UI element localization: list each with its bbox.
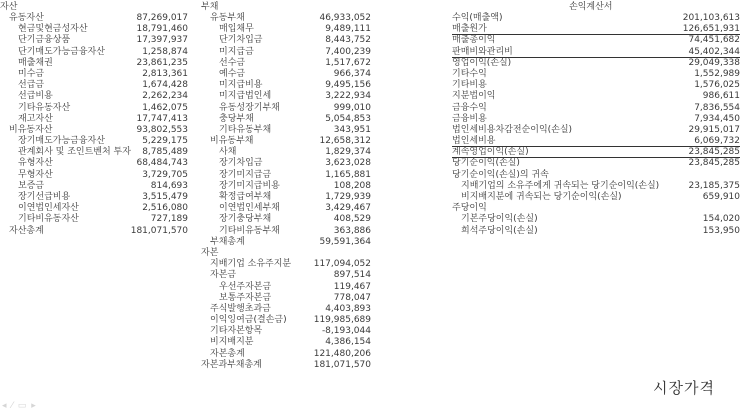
liabilities-row-value: 46,933,052 xyxy=(319,13,371,23)
assets-row xyxy=(0,181,188,192)
income-row-label: 지분법이익 xyxy=(452,91,496,102)
assets-row xyxy=(0,103,188,114)
income-row-value: 201,103,613 xyxy=(682,13,740,23)
income-row xyxy=(452,114,740,125)
liabilities-row xyxy=(201,170,371,181)
liabilities-row-label: 자본과부채총계 xyxy=(201,359,262,370)
income-row-label: 당기순이익(손실)의 귀속 xyxy=(452,169,549,180)
assets-row-value: 2,516,080 xyxy=(142,203,188,214)
liabilities-row-label: 자본총계 xyxy=(210,348,245,359)
income-row-label: 판매비와관리비 xyxy=(452,46,513,57)
assets-row xyxy=(0,125,188,136)
income-row-label: 기본주당이익(손실) xyxy=(461,214,538,225)
assets-row-value: 181,071,570 xyxy=(130,225,188,236)
income-row xyxy=(452,80,740,91)
income-row-value: 153,950 xyxy=(702,225,740,236)
assets-row-value: 23,861,235 xyxy=(136,57,188,68)
liabilities-row-value: 119,467 xyxy=(333,281,371,292)
assets-header: 자산 xyxy=(0,2,18,12)
liabilities-row xyxy=(201,315,371,326)
income-row-label: 주당이익 xyxy=(452,203,487,214)
liabilities-row-value: 3,429,467 xyxy=(325,203,371,214)
liabilities-row xyxy=(201,91,371,102)
liabilities-row-label: 우선주자본금 xyxy=(219,281,272,292)
liabilities-row-label: 장기차입금 xyxy=(219,158,263,169)
liabilities-row xyxy=(201,136,371,147)
assets-row-value: 2,813,361 xyxy=(142,68,188,79)
assets-row-label: 미수금 xyxy=(18,68,45,79)
income-row-value: 29,915,017 xyxy=(688,124,740,135)
assets-row-value: 8,785,489 xyxy=(142,147,188,158)
liabilities-row-value: 121,480,206 xyxy=(313,348,371,359)
liabilities-row-value: -8,193,044 xyxy=(321,326,371,337)
assets-row-label: 유형자산 xyxy=(18,158,53,169)
liabilities-table xyxy=(201,13,371,371)
slideshow-controls xyxy=(2,401,37,411)
assets-row-label: 비유동자산 xyxy=(9,124,53,135)
assets-row-value: 93,802,553 xyxy=(136,124,188,135)
income-row-label: 계속영업이익(손실) xyxy=(452,147,529,158)
assets-row-label: 매출채권 xyxy=(18,57,53,68)
liabilities-row-value: 5,054,853 xyxy=(325,113,371,124)
income-row xyxy=(452,203,740,214)
income-row-label: 법인세비용 xyxy=(452,136,496,147)
liabilities-row-label: 기타비유동부채 xyxy=(219,225,280,236)
income-row-label: 기타수익 xyxy=(452,68,487,79)
liabilities-row-value: 3,222,934 xyxy=(325,91,371,102)
liabilities-row-value: 181,071,570 xyxy=(313,359,371,370)
liabilities-row-label: 주식발행초과금 xyxy=(210,303,271,314)
liabilities-row xyxy=(201,47,371,58)
liabilities-row-value: 999,010 xyxy=(333,102,371,113)
income-row-value: 6,069,732 xyxy=(694,136,740,147)
assets-row xyxy=(0,192,188,203)
income-row-value: 1,576,025 xyxy=(694,80,740,91)
income-row-value: 154,020 xyxy=(702,214,740,225)
assets-row xyxy=(0,226,188,237)
income-row xyxy=(452,125,740,136)
income-row xyxy=(452,214,740,225)
liabilities-row-value: 8,443,752 xyxy=(325,35,371,46)
assets-row xyxy=(0,47,188,58)
liabilities-row-value: 1,517,672 xyxy=(325,57,371,68)
income-row-value: 23,185,375 xyxy=(688,180,740,191)
liabilities-row-value: 12,658,312 xyxy=(319,136,371,147)
assets-row-value: 1,462,075 xyxy=(142,102,188,113)
liabilities-row-label: 이연법인세부채 xyxy=(219,203,280,214)
assets-row-value: 3,729,705 xyxy=(142,169,188,180)
liabilities-row xyxy=(201,147,371,158)
liabilities-row-label: 비유동부채 xyxy=(210,136,254,147)
liabilities-row xyxy=(201,282,371,293)
income-row-label: 매출원가 xyxy=(452,24,487,35)
liabilities-row-value: 778,047 xyxy=(333,292,371,303)
liabilities-row xyxy=(201,293,371,304)
liabilities-row xyxy=(201,226,371,237)
liabilities-row-label: 비지배지분 xyxy=(210,337,254,348)
assets-row xyxy=(0,158,188,169)
liabilities-row xyxy=(201,349,371,360)
assets-row-value: 68,484,743 xyxy=(136,158,188,169)
assets-row xyxy=(0,35,188,46)
assets-row-value: 3,515,479 xyxy=(142,192,188,202)
income-row xyxy=(452,192,740,203)
assets-row-label: 재고자산 xyxy=(18,113,53,124)
income-row xyxy=(452,147,740,158)
assets-row-label: 자산총계 xyxy=(9,225,44,236)
liabilities-row-label: 장기충당부채 xyxy=(219,214,272,225)
liabilities-row xyxy=(201,337,371,348)
assets-row-value: 17,747,413 xyxy=(136,113,188,124)
liabilities-row-label: 미지급비용 xyxy=(219,80,263,91)
assets-row xyxy=(0,58,188,69)
assets-row-label: 단기금융상품 xyxy=(18,35,71,46)
assets-row xyxy=(0,170,188,181)
slide-menu-icon[interactable]: ▭ xyxy=(17,401,28,411)
liabilities-row-label: 미지급법인세 xyxy=(219,91,272,102)
liabilities-row-label: 매입채무 xyxy=(219,24,254,35)
liabilities-row xyxy=(201,214,371,225)
income-row-value: 7,836,554 xyxy=(694,102,740,113)
liabilities-row-label: 유동성장기부채 xyxy=(219,102,280,113)
liabilities-row-label: 장기미지급비용 xyxy=(219,180,280,191)
liabilities-row-label: 보통주자본금 xyxy=(219,292,272,303)
liabilities-row-label: 지배기업 소유주지분 xyxy=(210,259,292,270)
liabilities-row-value: 108,208 xyxy=(333,180,371,191)
liabilities-row xyxy=(201,103,371,114)
assets-row-value: 1,258,874 xyxy=(142,46,188,57)
assets-row-label: 보증금 xyxy=(18,180,45,191)
liabilities-row-label: 기타자본항목 xyxy=(210,326,263,337)
liabilities-row xyxy=(201,69,371,80)
assets-row-label: 유동자산 xyxy=(9,13,44,23)
liabilities-row-label: 자본 xyxy=(201,247,219,258)
assets-row xyxy=(0,136,188,147)
liabilities-row xyxy=(201,24,371,35)
assets-row-label: 선급금 xyxy=(18,80,45,91)
income-row-value: 659,910 xyxy=(702,192,740,202)
liabilities-row-label: 사채 xyxy=(219,147,237,158)
assets-row-label: 장기매도가능금융자산 xyxy=(18,136,105,147)
income-row xyxy=(452,35,740,46)
liabilities-row xyxy=(201,114,371,125)
liabilities-row xyxy=(201,248,371,259)
assets-row-label: 기타비유동자산 xyxy=(18,214,79,225)
liabilities-row-value: 1,829,374 xyxy=(325,147,371,158)
liabilities-row-label: 기타유동부채 xyxy=(219,124,272,135)
liabilities-row-label: 미지급금 xyxy=(219,46,254,57)
income-row xyxy=(452,13,740,24)
assets-row-value: 2,262,234 xyxy=(142,91,188,102)
assets-row-label: 선급비용 xyxy=(18,91,53,102)
income-row-value: 29,049,338 xyxy=(688,57,740,68)
liabilities-row xyxy=(201,259,371,270)
liabilities-row-label: 자본금 xyxy=(210,270,237,281)
assets-row-label: 단기매도가능금융자산 xyxy=(18,46,105,57)
assets-row-label: 관계회사 및 조인트벤처 투자 xyxy=(18,147,131,158)
income-row-value: 23,845,285 xyxy=(688,147,740,158)
income-row xyxy=(452,181,740,192)
liabilities-row xyxy=(201,192,371,203)
liabilities-row-value: 1,729,939 xyxy=(325,192,371,202)
income-statement-table xyxy=(452,13,740,237)
liabilities-row-label: 장기미지급금 xyxy=(219,169,272,180)
income-row-value: 74,451,682 xyxy=(688,35,740,46)
liabilities-row-value: 59,591,364 xyxy=(319,236,371,247)
income-row-label: 금융수익 xyxy=(452,102,487,113)
liabilities-row-value: 9,495,156 xyxy=(325,80,371,91)
liabilities-row-value: 966,374 xyxy=(333,68,371,79)
liabilities-row xyxy=(201,360,371,371)
assets-row xyxy=(0,24,188,35)
income-row-value: 126,651,931 xyxy=(682,24,740,35)
income-row xyxy=(452,58,740,69)
assets-row xyxy=(0,80,188,91)
assets-row-value: 1,674,428 xyxy=(142,80,188,91)
income-row xyxy=(452,24,740,35)
liabilities-row-label: 예수금 xyxy=(219,68,246,79)
liabilities-header: 부채 xyxy=(201,2,219,12)
income-row xyxy=(452,47,740,58)
liabilities-row-value: 4,403,893 xyxy=(325,303,371,314)
income-row-label: 당기순이익(손실) xyxy=(452,158,520,169)
income-row xyxy=(452,136,740,147)
liabilities-row-value: 4,386,154 xyxy=(325,337,371,348)
assets-row-value: 5,229,175 xyxy=(142,136,188,147)
liabilities-row xyxy=(201,304,371,315)
assets-row-value: 814,693 xyxy=(150,180,188,191)
liabilities-row xyxy=(201,203,371,214)
liabilities-row-value: 408,529 xyxy=(333,214,371,225)
assets-row-value: 727,189 xyxy=(150,214,188,225)
assets-row xyxy=(0,13,188,24)
liabilities-row-label: 선수금 xyxy=(219,57,246,68)
income-row xyxy=(452,91,740,102)
liabilities-row-value: 117,094,052 xyxy=(313,259,371,270)
income-row-value: 23,845,285 xyxy=(688,158,740,169)
assets-row-label: 현금및현금성자산 xyxy=(18,24,88,35)
liabilities-row xyxy=(201,58,371,69)
liabilities-row xyxy=(201,270,371,281)
assets-table xyxy=(0,13,188,237)
liabilities-row-value: 1,165,881 xyxy=(325,169,371,180)
liabilities-row-value: 343,951 xyxy=(333,124,371,135)
liabilities-row-label: 부채총계 xyxy=(210,236,245,247)
liabilities-row-label: 충당부채 xyxy=(219,113,254,124)
liabilities-row-value: 9,489,111 xyxy=(325,24,371,35)
liabilities-row-value: 897,514 xyxy=(333,270,371,281)
liabilities-row-label: 유동부채 xyxy=(210,13,245,23)
income-row-value: 45,402,344 xyxy=(688,46,740,57)
liabilities-row-label: 이익잉여금(결손금) xyxy=(210,315,287,326)
income-row-label: 금융비용 xyxy=(452,113,487,124)
liabilities-row xyxy=(201,326,371,337)
assets-row xyxy=(0,203,188,214)
income-row-label: 희석주당이익(손실) xyxy=(461,225,538,236)
previous-slide-icon[interactable]: ◂ xyxy=(2,401,8,411)
income-row xyxy=(452,158,740,169)
assets-row-label: 장기선급비용 xyxy=(18,192,71,202)
income-row xyxy=(452,170,740,181)
assets-row-value: 17,397,937 xyxy=(136,35,188,46)
income-row-value: 7,934,450 xyxy=(694,113,740,124)
market-price-caption: 시장가격 xyxy=(653,379,715,397)
assets-row-label: 기타유동자산 xyxy=(18,102,71,113)
liabilities-row-value: 119,985,689 xyxy=(313,315,371,326)
liabilities-row-value: 363,886 xyxy=(333,225,371,236)
income-row-label: 비지배지분에 귀속되는 당기순이익(손실) xyxy=(461,192,622,202)
income-row-label: 수익(매출액) xyxy=(452,13,503,23)
income-row-value: 986,611 xyxy=(702,91,740,102)
income-row xyxy=(452,69,740,80)
liabilities-row xyxy=(201,35,371,46)
liabilities-row xyxy=(201,80,371,91)
assets-row-value: 87,269,017 xyxy=(136,13,188,23)
income-row-label: 지배기업의 소유주에게 귀속되는 당기순이익(손실) xyxy=(461,180,660,191)
next-slide-icon[interactable]: ▸ xyxy=(31,401,37,411)
liabilities-row-label: 단기차입금 xyxy=(219,35,263,46)
pen-icon[interactable]: ⁄ xyxy=(11,401,14,411)
income-row xyxy=(452,103,740,114)
assets-row-value: 18,791,460 xyxy=(136,24,188,35)
assets-row xyxy=(0,91,188,102)
liabilities-row-value: 7,400,239 xyxy=(325,46,371,57)
assets-row xyxy=(0,69,188,80)
liabilities-row xyxy=(201,13,371,24)
liabilities-row-value: 3,623,028 xyxy=(325,158,371,169)
liabilities-row-label: 확정급여부채 xyxy=(219,192,272,202)
income-row-label: 영업이익(손실) xyxy=(452,57,512,68)
liabilities-row xyxy=(201,125,371,136)
income-row xyxy=(452,226,740,237)
liabilities-row xyxy=(201,181,371,192)
income-row-label: 기타비용 xyxy=(452,80,487,91)
liabilities-row xyxy=(201,237,371,248)
income-row-label: 매출총이익 xyxy=(452,35,496,46)
assets-row-label: 무형자산 xyxy=(18,169,53,180)
assets-row-label: 이연법인세자산 xyxy=(18,203,79,214)
assets-row xyxy=(0,147,188,158)
income-row-label: 법인세비용차감전순이익(손실) xyxy=(452,124,573,135)
liabilities-row xyxy=(201,158,371,169)
income-row-value: 1,552,989 xyxy=(694,68,740,79)
assets-row xyxy=(0,114,188,125)
assets-row xyxy=(0,214,188,225)
income-statement-header: 손익계산서 xyxy=(569,2,613,12)
